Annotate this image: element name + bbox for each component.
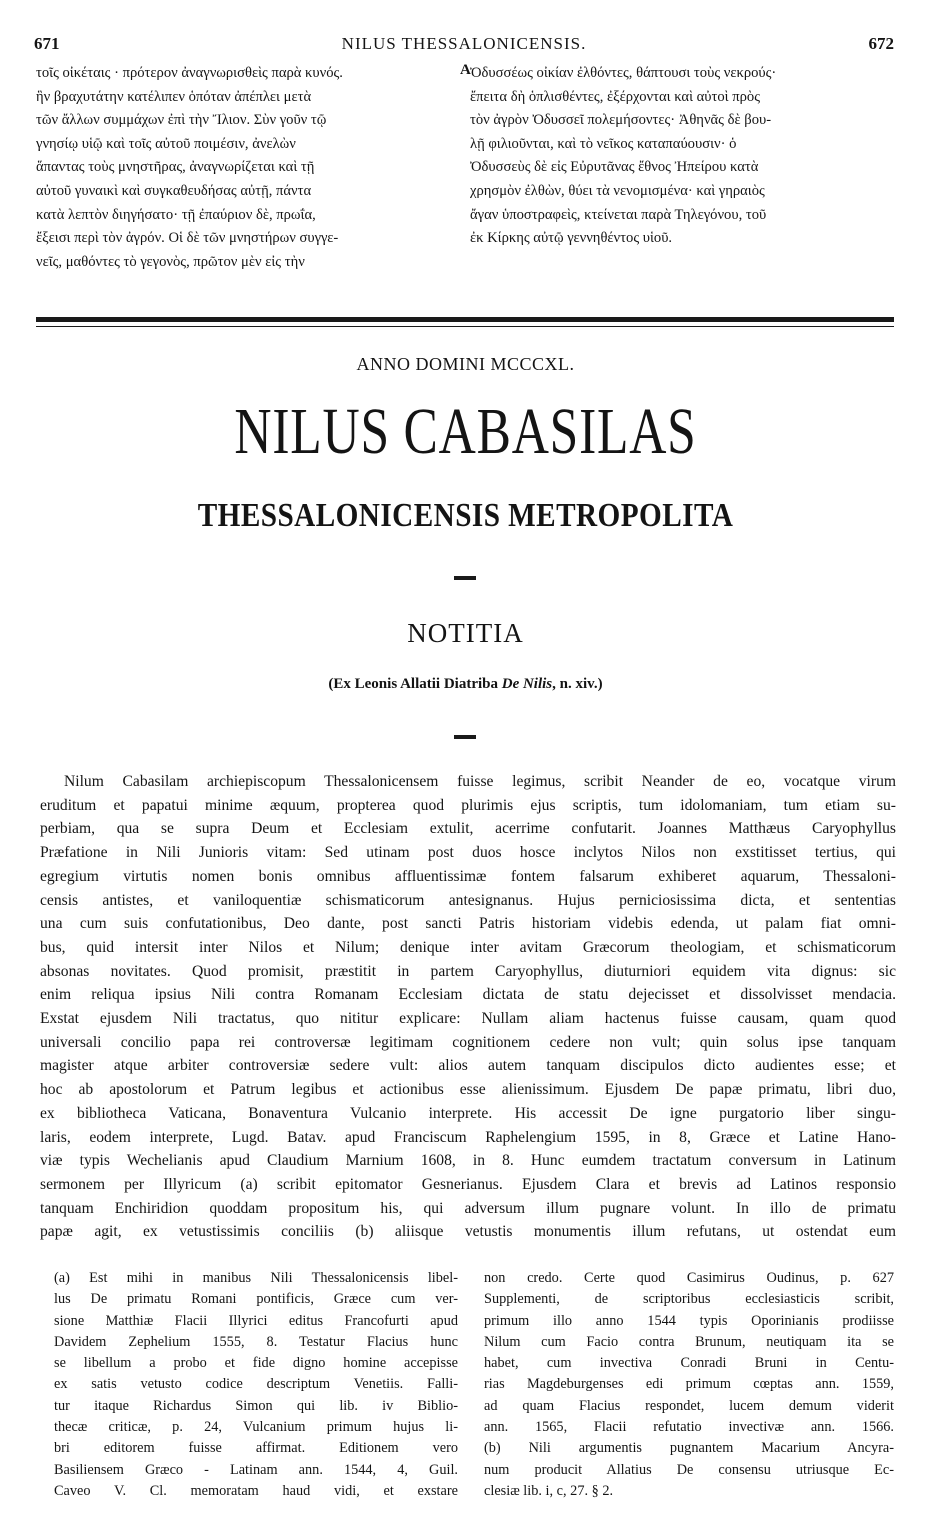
- footnotes-left: [54, 1268, 458, 1502]
- footnote-line: thecæ criticæ, p. 24, Vulcanium primum hujus li-: [54, 1419, 458, 1436]
- greek-column-right: [470, 62, 890, 251]
- footnote-line: non credo. Certe quod Casimirus Oudinus, p. 627: [484, 1270, 894, 1286]
- greek-line: Ὀδυσσεὺς δὲ εἰς Εὐρυτᾶνας ἔθνος Ἠπείρου κατὰ: [470, 159, 759, 176]
- running-title: NILUS THESSALONICENSIS.: [341, 34, 587, 53]
- source-citation-post: , n. xiv.): [552, 676, 603, 692]
- footnote-line: primum illo anno 1544 typis Oporinianis prodiisse: [484, 1312, 894, 1329]
- greek-line: νεῖς, μαθόντες τὸ γεγονὸς, πρῶτον μὲν εἰς τὴν: [36, 253, 305, 270]
- greek-line: λῇ φιλιοῦνται, καὶ τὸ νεῖκος καταπαύουσιν· ὁ: [470, 135, 737, 152]
- greek-line: ἔξεισι περὶ τὸν ἀγρόν. Οἱ δὲ τῶν μνηστήρων συγγε-: [36, 230, 339, 247]
- body-line: Nilum Cabasilam archiepiscopum Thessalonicensem fuisse legimus, scribit Neander de eo, vocatque virum: [64, 773, 896, 790]
- footnote-line: sione Matthiæ Flacii Illyrici editus Francofurti apud: [54, 1312, 458, 1329]
- body-line: enim reliqua ipsius Nili contra Romanam Ecclesiam dictata de statu dejecisset et dissolvisset mendacia.: [40, 986, 896, 1004]
- margin-marker: A: [460, 62, 471, 78]
- body-line: bus, quid intersit inter Nilos et Nilum; denique inter avitam Græcorum theologiam, et schismaticorum: [40, 938, 896, 956]
- greek-line: τῶν ἄλλων συμμάχων ἐπὶ τὴν Ἴλιον. Σὺν γοῦν τῷ: [36, 112, 327, 129]
- body-line: ex bibliotheca Vaticana, Bonaventura Vulcanio interprete. His accessit De igne purgatorio liber singu-: [40, 1104, 896, 1122]
- footnote-line: habet, cum invectiva Conradi Bruni in Centu-: [484, 1355, 894, 1372]
- greek-line: χρησμὸν ἐλθὼν, θύει τὰ νενομισμένα· καὶ γηραιὸς: [470, 182, 765, 199]
- greek-line: γνησίῳ υἱῷ καὶ τοῖς αὐτοῦ ποιμέσιν, ἀνελὼν: [36, 135, 296, 152]
- footnote-line: ex satis vetusto codice descriptum Venetiis. Falli-: [54, 1376, 458, 1393]
- footnote-line: (a) Est mihi in manibus Nili Thessalonicensis libel-: [54, 1270, 458, 1286]
- body-line: una cum suis confutationibus, Deo dante, post sancti Patris historiam videbis edenda, ut palam fiat omni-: [40, 915, 896, 933]
- footnote-line: Basiliensem Græco - Latinam ann. 1544, 4, Guil.: [54, 1461, 458, 1478]
- body-text: [40, 770, 896, 1244]
- footnotes-right: [484, 1268, 894, 1502]
- body-line: papæ agit, ex vetustissimis conciliis (b) aliisque vetustis monumentis illum refutans, ut ostendat eum: [40, 1223, 896, 1241]
- running-header: [34, 34, 894, 56]
- body-line: absonas novitates. Quod promisit, præstitit in partem Caryophyllus, diuturniori equidem vita dignus: sic: [40, 962, 896, 980]
- page-number-right: 672: [868, 34, 894, 53]
- footnote-line: Nilum cum Facio contra Brunum, neutiquam ita se: [484, 1333, 894, 1350]
- footnote-line: Caveo V. Cl. memoratam haud vidi, et exstare: [54, 1482, 458, 1499]
- footnote-line: ad quam Flacius respondet, lucem demum viderit: [484, 1397, 894, 1414]
- body-line: sermonem per Illyricum (a) scribit epitomator Gesnerianus. Ejusdem Clara et brevis ad Latinos responsio: [40, 1175, 896, 1193]
- section-rule-thin: [36, 326, 894, 327]
- body-line: laris, eodem interprete, Lugd. Batav. apud Franciscum Raphelengium 1595, in 8, Græce et Latine Hano-: [40, 1128, 896, 1146]
- body-line: magister atque arbiter controversiæ sedere vult: alios autem tanquam discipulos dicto audientes esse; et: [40, 1057, 896, 1075]
- greek-line: ἅπαντας τοὺς μνηστῆρας, ἀναγνωρίζεται καὶ τῇ: [36, 159, 315, 176]
- body-line: tanquam Enchiridion quoddam propositum his, qui adversum illum pugnare volunt. In illo de primatu: [40, 1199, 896, 1217]
- anno-domini-line: ANNO DOMINI MCCCXL.: [356, 354, 575, 374]
- greek-line: ἔπειτα δὴ ὁπλισθέντες, ἐξέρχονται καὶ αὐτοὶ πρὸς: [470, 88, 760, 105]
- separator-dash: [454, 735, 476, 739]
- body-line: universali concilio papa rei controversæ legitimam cognitionem cedere non vult; quin solus ipse tanquam: [40, 1033, 896, 1051]
- footnote-line: num producit Allatius De consensu utriusque Ec-: [484, 1461, 894, 1478]
- greek-line: ἄγαν ὑποστραφεὶς, κτείνεται παρὰ Τηλεγόνου, τοῦ: [470, 206, 767, 223]
- greek-line: ἣν βραχυτάτην κατέλιπεν ὁπόταν ἀπέπλει μετὰ: [36, 88, 312, 105]
- body-line: egregium virtutis nomen bonis omnibus affluentissimæ fontem falsarum exhiberet aquarum, Thessaloni-: [40, 867, 896, 885]
- footnote-line: (b) Nili argumentis pugnantem Macarium Ancyra-: [484, 1440, 894, 1457]
- greek-line: αὐτοῦ γυναικὶ καὶ συγκαθευδήσας αὐτῇ, πάντα: [36, 182, 312, 199]
- greek-line: τοῖς οἰκέταις · πρότερον ἀναγνωρισθεὶς παρὰ κυνός.: [36, 65, 343, 81]
- body-line: eruditum et papatui minime æquum, propterea quod plurimis ejus scriptis, tum idolomaniam, tum etiam su-: [40, 796, 896, 814]
- separator-dash: [454, 576, 476, 580]
- footnote-line: se libellum a probo et fide digno homine accepisse: [54, 1355, 458, 1372]
- source-citation-pre: (Ex Leonis Allatii Diatriba: [328, 676, 502, 692]
- footnote-line: Davidem Zephelium 1555, 8. Testatur Flacius hunc: [54, 1333, 458, 1350]
- source-citation-title: De Nilis: [501, 676, 553, 692]
- notitia-heading: NOTITIA: [407, 618, 524, 648]
- source-citation: [0, 676, 931, 693]
- footnote-line: bri editorem fuisse affirmat. Editionem vero: [54, 1440, 458, 1457]
- body-line: perbiam, qua se supra Deum et Ecclesiam extulit, acerrime confutarit. Joannes Matthæus Caryophyllus: [40, 820, 896, 838]
- greek-column-left: [36, 62, 460, 274]
- footnote-line: tur itaque Richardus Simon qui lib. iv Biblio-: [54, 1397, 458, 1414]
- section-rule-thick: [36, 317, 894, 322]
- page-title: NILUS CABASILAS: [234, 395, 697, 468]
- body-line: censis antistes, et vaniloquentiæ schismaticorum antesignanus. Hujus perniciosissima dicta, et sententias: [40, 891, 896, 909]
- greek-line: ἐκ Κίρκης αὐτῷ γεννηθέντος υἱοῦ.: [470, 230, 673, 247]
- page-subtitle: THESSALONICENSIS METROPOLITA: [197, 497, 734, 534]
- body-line: Præfatione in Nili Junioris vitam: Sed utinam post duos hosce inclytos Nilos non exstitisset tertius, qui: [40, 844, 896, 862]
- page-number-left: 671: [34, 34, 60, 53]
- greek-line: τὸν ἀγρὸν Ὀδυσσεῖ πολεμήσοντες· Ἀθηνᾶς δὲ βου-: [470, 112, 772, 129]
- footnote-line: ann. 1565, Flacii refutatio invectivæ ann. 1566.: [484, 1419, 894, 1436]
- body-line: Exstat ejusdem Nili tractatus, quo nititur explicare: Nullam aliam hactenus fuisse causam, quam quod: [40, 1010, 896, 1028]
- footnote-line: rias Magdeburgenses edi primum cœptas ann. 1559,: [484, 1376, 894, 1393]
- footnote-line: lus De primatu Romani pontificis, Græce cum ver-: [54, 1291, 458, 1308]
- body-line: hoc ab apostolorum et Patrum legibus et actionibus esse alienissimum. Ejusdem De papæ primatu, libri duo,: [40, 1081, 896, 1099]
- footnote-line: Supplementi, de scriptoribus ecclesiasticis scribit,: [484, 1291, 894, 1308]
- greek-line: κατὰ λεπτὸν διηγήσατο· τῇ ἐπαύριον δὲ, πρωΐα,: [36, 206, 316, 223]
- body-line: viæ typis Wechelianis apud Claudium Marnium 1608, in 8. Hunc eumdem tractatum conversum in Latinum: [40, 1152, 896, 1170]
- greek-line: Ὀδυσσέως οἰκίαν ἐλθόντες, θάπτουσι τοὺς νεκρούς·: [470, 65, 777, 81]
- footnote-line: clesiæ lib. i, c, 27. § 2.: [484, 1482, 614, 1499]
